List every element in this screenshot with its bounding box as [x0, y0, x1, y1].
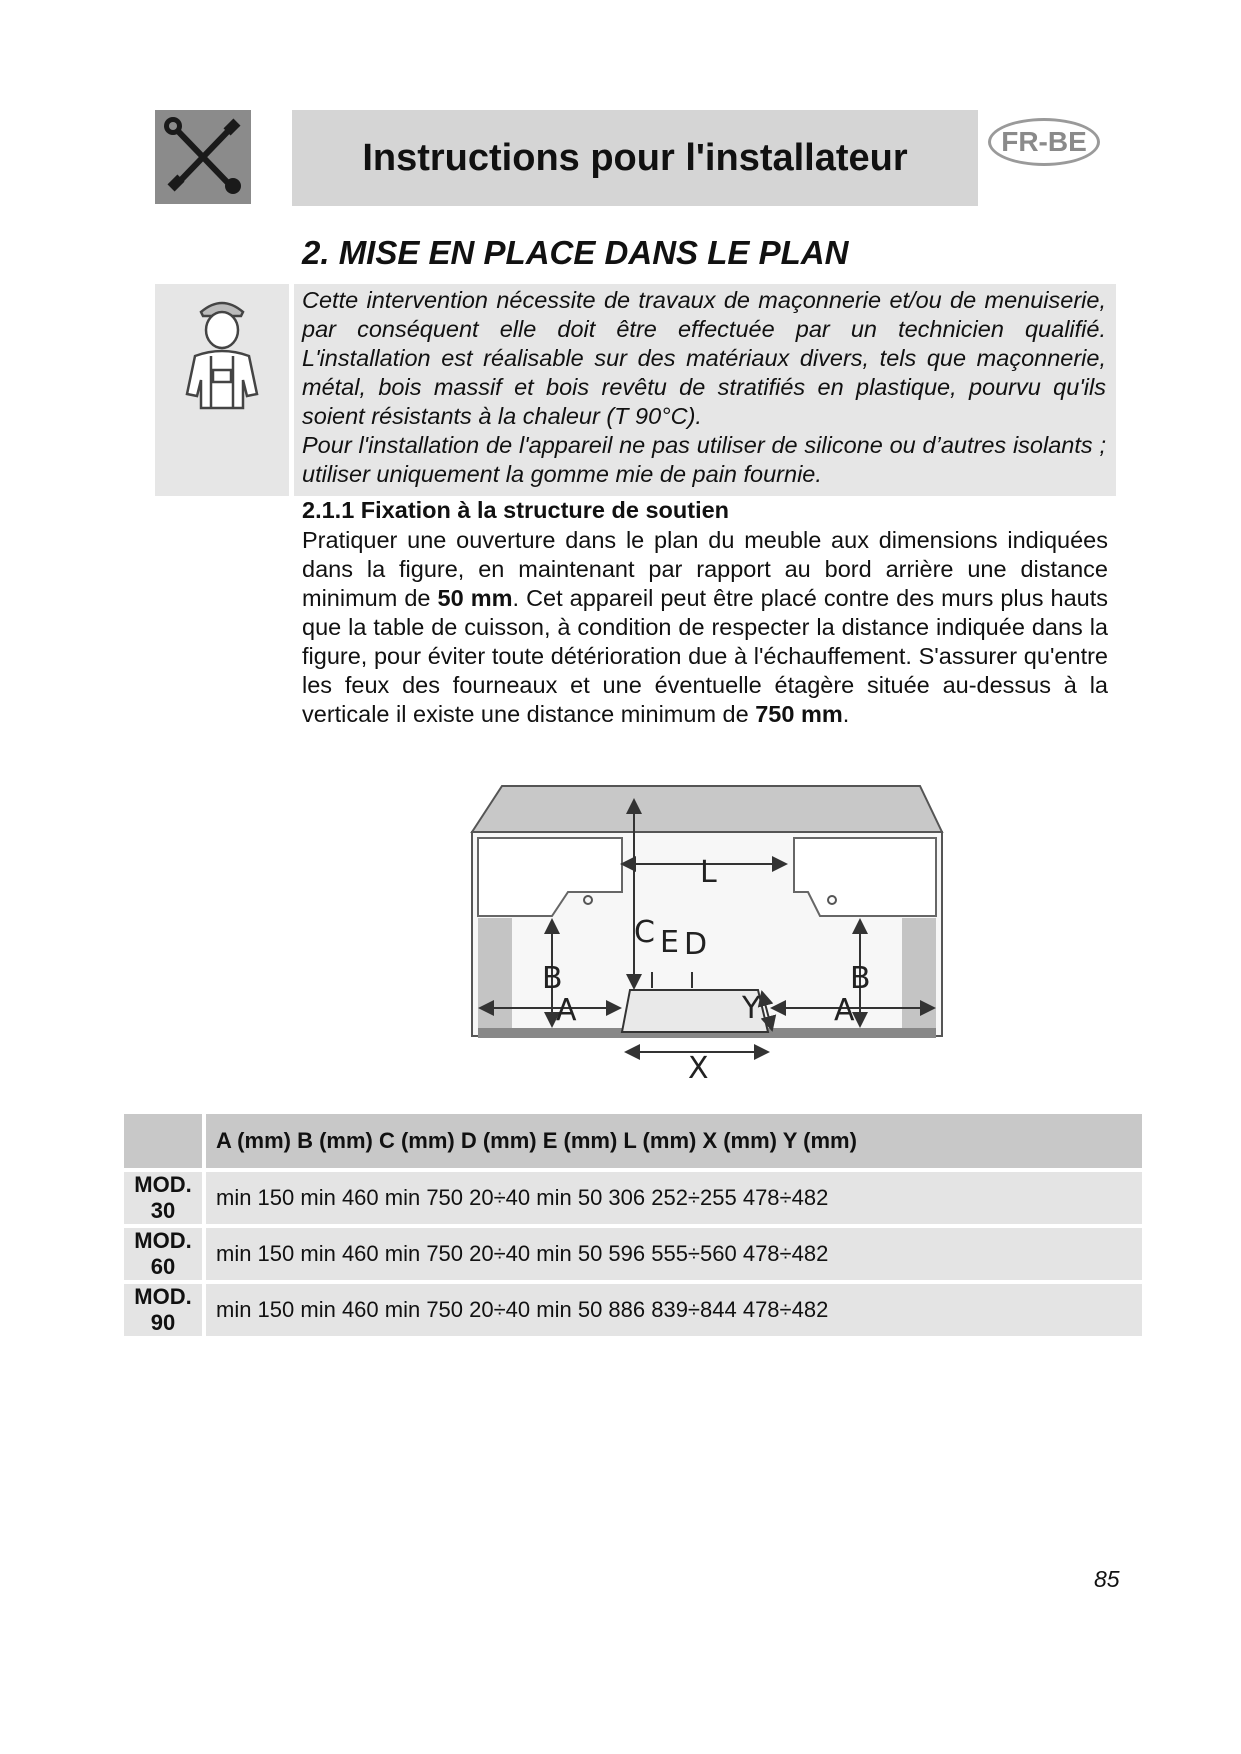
table-header-row — [124, 1114, 1142, 1168]
values-cell: min 150 min 460 min 750 20÷40 min 50 886 839÷844 478÷482 — [206, 1284, 1142, 1336]
label-Y: Y — [742, 991, 761, 1026]
model-cell — [124, 1228, 202, 1280]
page-number: 85 — [1094, 1566, 1120, 1592]
label-B-right: B — [850, 961, 871, 996]
table-row — [124, 1228, 1142, 1280]
subsection-title: 2.1.1 Fixation à la structure de soutien — [302, 497, 730, 523]
installation-note — [302, 286, 1106, 489]
tool-icon-box — [155, 110, 251, 204]
body-text-part: . — [842, 701, 850, 727]
page-title: Instructions pour l'installateur — [362, 136, 908, 179]
values-cell: min 150 min 460 min 750 20÷40 min 50 306 252÷255 478÷482 — [206, 1172, 1142, 1224]
dimensions-table — [120, 1110, 1146, 1340]
label-C: C — [634, 915, 655, 950]
model-label: MOD. — [134, 1284, 192, 1309]
label-B-left: B — [542, 961, 563, 996]
country-badge: FR-BE — [988, 118, 1100, 166]
distance-50mm: 50 mm — [437, 585, 513, 611]
subsection-body — [302, 526, 1108, 729]
table-row — [124, 1284, 1142, 1336]
model-cell — [124, 1172, 202, 1224]
table-header-columns: A (mm) B (mm) C (mm) D (mm) E (mm) L (mm) X (mm) Y (mm) — [206, 1114, 1142, 1168]
technician-box — [155, 284, 289, 496]
label-E: E — [660, 925, 679, 960]
body-text-part: . Cet appareil peut être placé contre des murs plus hauts que la table de cuisson, à condition de respecter la distance indiquée dans la figure, pour éviter toute détérioration due à l'échauffement. S'assurer qu'entre les feux des fourneaux et une éventuelle étagère située au-dessus à la verticale il existe une distance minimum de — [302, 585, 1108, 727]
technician-icon — [155, 284, 289, 496]
body-text-part: Pratiquer une ouverture dans le plan du meuble aux dimensions indiquées dans la figure, en maintenant par rapport au bord arrière une distance minimum de — [302, 527, 1108, 611]
model-number: 60 — [150, 1254, 176, 1279]
label-A-left: A — [556, 993, 577, 1028]
note-paragraph-1: Cette intervention nécessite de travaux de maçonnerie et/ou de menuiserie, par conséquent elle doit être effectuée par un technicien qualifié. L'installation est réalisable sur des matériaux divers, tels que maçonnerie, métal, bois massif et bois revêtu de stratifiés en plastique, pourvu qu'ils soient résistants à la chaleur (T 90°C). — [302, 287, 1106, 429]
distance-750mm: 750 mm — [755, 701, 843, 727]
table-header-blank — [124, 1114, 202, 1168]
label-D: D — [684, 927, 708, 962]
model-label: MOD. — [134, 1228, 192, 1253]
note-paragraph-2: Pour l'installation de l'appareil ne pas utiliser de silicone ou d’autres isolants ; utiliser uniquement la gomme mie de pain fournie. — [302, 432, 1106, 487]
table-row — [124, 1172, 1142, 1224]
model-cell — [124, 1284, 202, 1336]
section-title: 2. MISE EN PLACE DANS LE PLAN — [302, 234, 849, 271]
model-number: 90 — [150, 1310, 176, 1335]
header-bar — [292, 110, 978, 206]
wrench-screwdriver-icon — [155, 110, 251, 204]
installation-diagram — [462, 782, 952, 1082]
values-cell: min 150 min 460 min 750 20÷40 min 50 596 555÷560 478÷482 — [206, 1228, 1142, 1280]
model-number: 30 — [150, 1198, 176, 1223]
label-A-right: A — [834, 993, 855, 1028]
label-L: L — [700, 855, 717, 890]
model-label: MOD. — [134, 1172, 192, 1197]
label-X: X — [688, 1051, 709, 1082]
